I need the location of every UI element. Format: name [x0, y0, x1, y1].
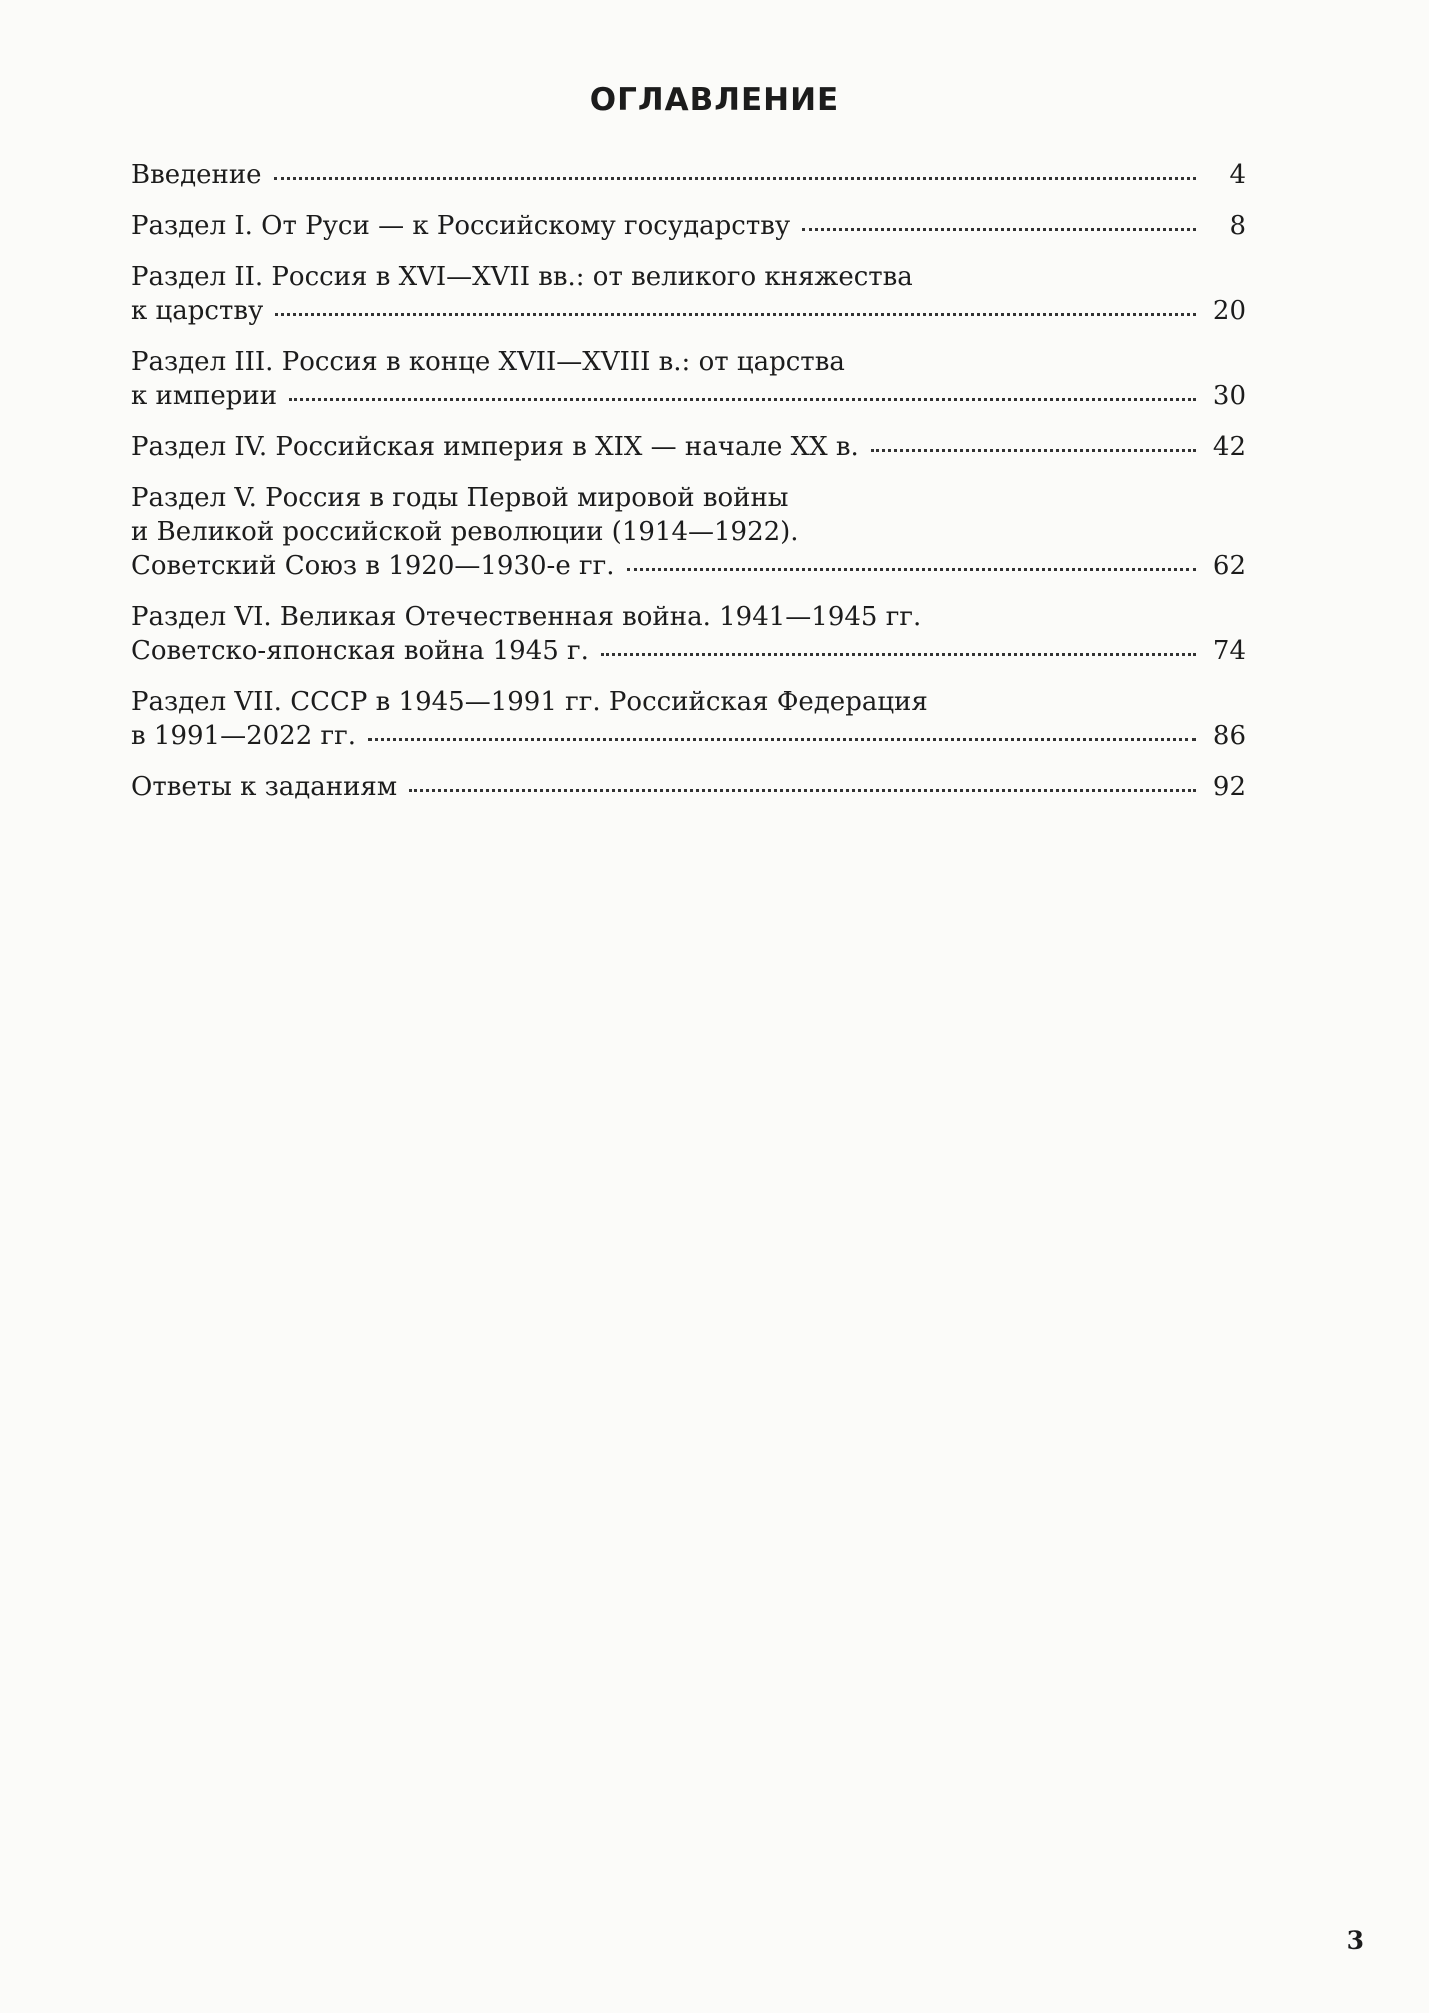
toc-page-number: 20	[1212, 296, 1246, 326]
toc-entry-title: Введение	[131, 160, 262, 190]
toc-page-number: 92	[1212, 772, 1246, 802]
toc-entry-section-3[interactable]	[131, 345, 1246, 413]
toc-entry-section-1[interactable]	[131, 209, 1246, 243]
dot-leader	[368, 738, 1196, 741]
dot-leader	[871, 449, 1196, 452]
dot-leader	[627, 568, 1196, 571]
toc-entry-title: Раздел IV. Российская империя в XIX — начале XX в.	[131, 432, 859, 462]
toc-entry-section-4[interactable]	[131, 430, 1246, 464]
toc-entry-title-continuation: к империи	[131, 381, 278, 411]
dot-leader	[289, 398, 1196, 401]
toc-page-number: 74	[1212, 636, 1246, 666]
toc-entry-title: Раздел VI. Великая Отечественная война. 1941—1945 гг.	[131, 602, 922, 632]
toc-page-number: 62	[1212, 551, 1246, 581]
toc-entry-title: Раздел II. Россия в XVI—XVII вв.: от великого княжества	[131, 262, 913, 292]
toc-page-number: 42	[1212, 432, 1246, 462]
toc-entry-section-5[interactable]	[131, 481, 1246, 583]
page-number: 3	[1346, 1926, 1364, 1955]
toc-entry-title: Ответы к заданиям	[131, 772, 398, 802]
dot-leader	[409, 789, 1196, 792]
toc-entry-answers[interactable]	[131, 770, 1246, 804]
toc-entry-section-6[interactable]	[131, 600, 1246, 668]
toc-entry-title: Раздел V. Россия в годы Первой мировой войны	[131, 483, 789, 513]
toc-entry-section-2[interactable]	[131, 260, 1246, 328]
toc-page-number: 4	[1229, 160, 1246, 190]
toc-entry-title-continuation: Советско-японская война 1945 г.	[131, 636, 589, 666]
toc-entry-title: Раздел I. От Руси — к Российскому государству	[131, 211, 791, 241]
dot-leader	[601, 653, 1196, 656]
toc-entry-title-continuation: Советский Союз в 1920—1930-е гг.	[131, 551, 615, 581]
toc-entry-title: Раздел VII. СССР в 1945—1991 гг. Российская Федерация	[131, 687, 928, 717]
toc-entry-section-7[interactable]	[131, 685, 1246, 753]
toc-page-number: 30	[1212, 381, 1246, 411]
toc-page-number: 86	[1212, 721, 1246, 751]
dot-leader	[274, 177, 1196, 180]
toc-page-number: 8	[1229, 211, 1246, 241]
toc-entry-title-continuation: к царству	[131, 296, 264, 326]
table-of-contents	[131, 158, 1246, 821]
toc-entry-title: Раздел III. Россия в конце XVII—XVIII в.: от царства	[131, 347, 845, 377]
toc-entry-introduction[interactable]	[131, 158, 1246, 192]
dot-leader	[275, 313, 1196, 316]
toc-entry-title-continuation: и Великой российской революции (1914—1922).	[131, 517, 799, 547]
dot-leader	[802, 228, 1196, 231]
toc-entry-title-continuation: в 1991—2022 гг.	[131, 721, 357, 751]
page-title: ОГЛАВЛЕНИЕ	[589, 82, 840, 118]
